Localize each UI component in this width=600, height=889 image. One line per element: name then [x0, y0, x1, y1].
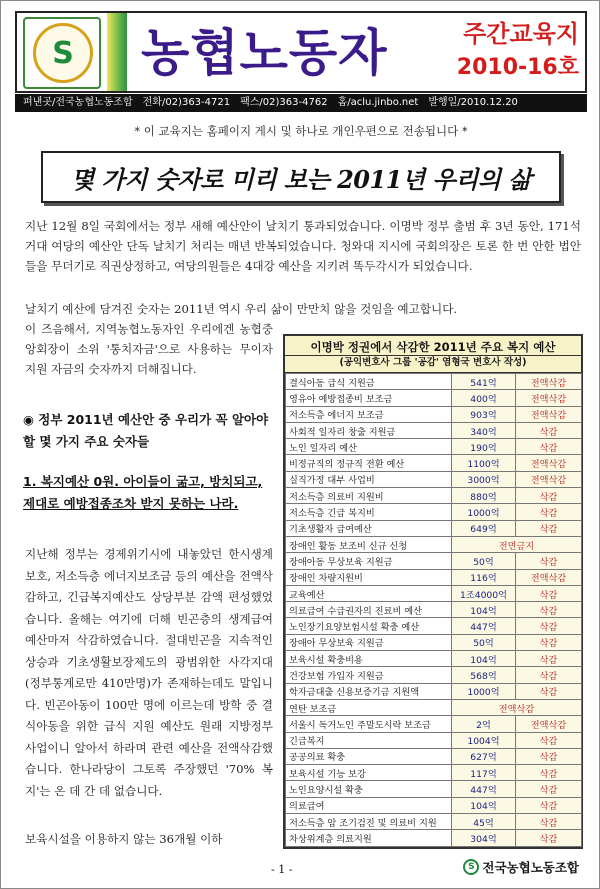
table-row — [286, 585, 582, 601]
row-amount: 1000억 — [452, 504, 516, 520]
row-amount: 541억 — [452, 374, 516, 390]
left-paragraph-1: 이 즈음해서, 지역농협노동자인 우리에겐 농협중앙회장이 소위 '통치자금'으로 사용하는 무이자 지원 자금의 숫자까지 더해집니다. — [25, 322, 273, 376]
row-item-name: 긴급복지 — [286, 732, 452, 748]
row-item-name: 노인요양시설 확충 — [286, 781, 452, 797]
row-action: 삭감 — [516, 422, 582, 438]
row-item-name: 기초생활자 급여예산 — [286, 520, 452, 536]
row-item-name: 노인장기요양보험시설 확충 예산 — [286, 618, 452, 634]
publish-date: 발행일/2010.12.20 — [428, 97, 518, 108]
row-item-name: 비정규직의 정규직 전환 예산 — [286, 455, 452, 471]
welfare-cuts-table — [283, 334, 583, 849]
row-item-name: 장애인 차량지원비 — [286, 569, 452, 585]
row-item-name: 저소득층 의료비 지원비 — [286, 488, 452, 504]
row-merged-action: 전면금지 — [452, 536, 582, 552]
table-row — [286, 504, 582, 520]
table-row — [286, 406, 582, 422]
publisher: 펴낸곳/전국농협노동조합 — [23, 97, 133, 108]
row-amount: 104억 — [452, 651, 516, 667]
row-item-name: 학자금대출 신용보증기금 지원액 — [286, 683, 452, 699]
row-item-name: 노인 일자리 예산 — [286, 439, 452, 455]
row-amount: 50억 — [452, 634, 516, 650]
row-item-name: 장애아동 무상보육 지원금 — [286, 553, 452, 569]
row-amount: 903억 — [452, 406, 516, 422]
table-row — [286, 536, 582, 552]
row-item-name: 저소득층 에너지 보조금 — [286, 406, 452, 422]
table-row — [286, 618, 582, 634]
table-row — [286, 374, 582, 390]
row-amount: 2억 — [452, 716, 516, 732]
table-row — [286, 634, 582, 650]
row-action: 삭감 — [516, 781, 582, 797]
footer-org-name: 전국농협노동조합 — [482, 860, 579, 875]
row-item-name: 장애아 무상보육 지원금 — [286, 634, 452, 650]
row-action: 삭감 — [516, 667, 582, 683]
row-action: 전액삭감 — [516, 569, 582, 585]
left-paragraph-2: 지난해 정부는 경제위기시에 내놓았던 한시생계보호, 저소득층 에너지보조금 등의 예산을 전액삭감하고, 긴급복지예산도 상당부분 감액 편성했었습니다. 올해는 여기에 더해 빈곤층의 생계급여 예산마저 삭감하였습니다. 절대빈곤을 지속적인 상승과 기초생활보장제도의 광범위한 사각지대(정부통계로만 410만명)가 존재하는데도 말입니다. 빈곤아동이 100만 명에 이르는데 방학 중 결식아동을 위한 급식 지원 예산도 원래 지방정부 사업이니 알아서 하라며 관련 예산을 전액삭감했습니다. 한나라당이 그토록 주장했던 '70% 복지'는 온 데 간 데 없습니다. — [25, 547, 273, 798]
row-action: 삭감 — [516, 814, 582, 830]
row-amount: 117억 — [452, 765, 516, 781]
row-item-name: 저소득층 긴급 복지비 — [286, 504, 452, 520]
publication-bar — [15, 94, 587, 112]
masthead — [15, 11, 587, 93]
table-row — [286, 569, 582, 585]
table-row — [286, 699, 582, 715]
row-amount: 880억 — [452, 488, 516, 504]
row-action: 삭감 — [516, 732, 582, 748]
row-amount: 1100억 — [452, 455, 516, 471]
row-action: 삭감 — [516, 585, 582, 601]
table-row — [286, 748, 582, 764]
row-amount: 447억 — [452, 618, 516, 634]
row-item-name: 결식아동 급식 지원금 — [286, 374, 452, 390]
sub-heading: 1. 복지예산 0원. 아이들이 굶고, 방치되고, 제대로 예방접종조차 받지 못하는 나라. — [23, 474, 263, 511]
row-item-name: 저소득층 암 조기검진 및 의료비 지원 — [286, 814, 452, 830]
headline: 몇 가지 숫자로 미리 보는 2011년 우리의 삶 — [70, 164, 532, 194]
row-item-name: 보육시설 기능 보강 — [286, 765, 452, 781]
union-logo-icon: S — [463, 859, 479, 875]
row-item-name: 의료급여 수급권자의 진료비 예산 — [286, 602, 452, 618]
table-row — [286, 667, 582, 683]
issue-info — [439, 17, 579, 87]
table-row — [286, 716, 582, 732]
row-amount: 447억 — [452, 781, 516, 797]
table-row — [286, 683, 582, 699]
distribution-notice: * 이 교육지는 홈페이지 게시 및 하나로 개인우편으로 전송됩니다 * — [134, 124, 468, 138]
row-amount: 190억 — [452, 439, 516, 455]
row-action: 전액삭감 — [516, 455, 582, 471]
row-action: 삭감 — [516, 520, 582, 536]
row-action: 삭감 — [516, 683, 582, 699]
intro-paragraph-2: 날치기 예산에 담겨진 숫자는 2011년 역시 우리 삶이 만만치 않을 것임을 예고합니다. — [25, 302, 458, 316]
row-amount: 304억 — [452, 830, 516, 846]
table-row — [286, 602, 582, 618]
union-logo — [23, 17, 101, 89]
headline-box — [41, 151, 561, 203]
phone: 전화/02)363-4721 — [142, 97, 231, 108]
intro-paragraph: 지난 12월 8일 국회에서는 정부 새해 예산안이 날치기 통과되었습니다. 이명박 정부 출범 후 3년 동안, 171석 거대 여당의 예산안 단독 날치기 처리는 매년 반복되었습니다. 청와대 지시에 국회의장은 토론 한 번 안한 법안들을 무더기로 직권상정하고, 여당의원들은 4대강 예산을 지키려 똑두각시가 되었습니다. — [25, 219, 581, 273]
row-item-name: 장애인 활동 보조비 신규 신청 — [286, 536, 452, 552]
row-item-name: 의료급여 — [286, 797, 452, 813]
row-action: 삭감 — [516, 748, 582, 764]
row-amount: 568억 — [452, 667, 516, 683]
row-item-name: 보육시설 확충비용 — [286, 651, 452, 667]
issue-number: 2010-16호 — [456, 55, 579, 80]
row-action: 삭감 — [516, 488, 582, 504]
row-amount: 3000억 — [452, 471, 516, 487]
row-amount: 340억 — [452, 422, 516, 438]
row-amount: 1000억 — [452, 683, 516, 699]
table-row — [286, 390, 582, 406]
row-amount: 1004억 — [452, 732, 516, 748]
row-amount: 50억 — [452, 553, 516, 569]
row-action: 전액삭감 — [516, 471, 582, 487]
logo-emblem-icon — [33, 23, 93, 83]
table-row — [286, 830, 582, 846]
row-item-name: 실직가정 대부 사업비 — [286, 471, 452, 487]
table-row — [286, 814, 582, 830]
table-row — [286, 439, 582, 455]
issue-type: 주간교육지 — [463, 20, 579, 48]
row-action: 삭감 — [516, 553, 582, 569]
row-action: 삭감 — [516, 830, 582, 846]
table-title: 이명박 정권에서 삭감한 2011년 주요 복지 예산 — [285, 336, 581, 356]
row-action: 전액삭감 — [516, 716, 582, 732]
decorative-band — [107, 13, 127, 91]
row-item-name: 교육예산 — [286, 585, 452, 601]
row-action: 삭감 — [516, 504, 582, 520]
homepage: 홈/aclu.jinbo.net — [337, 97, 419, 108]
table-row — [286, 651, 582, 667]
row-action: 전액삭감 — [516, 390, 582, 406]
row-item-name: 영유아 예방접종비 보조금 — [286, 390, 452, 406]
page-number: - 1 - — [271, 863, 293, 876]
row-item-name: 건강보험 가입자 지원금 — [286, 667, 452, 683]
table-row — [286, 422, 582, 438]
row-action: 전액삭감 — [516, 406, 582, 422]
table-row — [286, 765, 582, 781]
table-row — [286, 553, 582, 569]
table-row — [286, 781, 582, 797]
row-action: 삭감 — [516, 634, 582, 650]
row-amount: 104억 — [452, 797, 516, 813]
row-action: 삭감 — [516, 618, 582, 634]
newsletter-title: 농협노동자 — [141, 24, 388, 82]
table-row — [286, 732, 582, 748]
row-merged-action: 전액삭감 — [452, 699, 582, 715]
row-amount: 649억 — [452, 520, 516, 536]
row-action: 삭감 — [516, 602, 582, 618]
row-action: 삭감 — [516, 765, 582, 781]
left-paragraph-3: 보육시설을 이용하지 않는 36개월 이하 — [25, 832, 223, 846]
table-row — [286, 520, 582, 536]
table-row — [286, 797, 582, 813]
footer-org — [463, 858, 579, 876]
logo-glyph: S — [52, 35, 74, 71]
row-item-name: 차상위계층 의료지원 — [286, 830, 452, 846]
row-amount: 627억 — [452, 748, 516, 764]
row-action: 삭감 — [516, 651, 582, 667]
row-amount: 45억 — [452, 814, 516, 830]
row-amount: 116억 — [452, 569, 516, 585]
row-action: 전액삭감 — [516, 374, 582, 390]
row-amount: 400억 — [452, 390, 516, 406]
row-item-name: 서울시 독거노인 주말도시락 보조금 — [286, 716, 452, 732]
row-amount: 104억 — [452, 602, 516, 618]
row-action: 삭감 — [516, 439, 582, 455]
section-heading: ◉ 정부 2011년 예산안 중 우리가 꼭 알아야 할 몇 가지 주요 숫자들 — [23, 412, 269, 449]
row-item-name: 사회적 일자리 창출 지원금 — [286, 422, 452, 438]
row-action: 삭감 — [516, 797, 582, 813]
row-amount: 1조4000억 — [452, 585, 516, 601]
table-row — [286, 488, 582, 504]
table-row — [286, 471, 582, 487]
row-item-name: 연탄 보조금 — [286, 699, 452, 715]
row-item-name: 공공의료 확충 — [286, 748, 452, 764]
table-subtitle: (공익변호사 그룹 '공감' 염형국 변호사 작성) — [285, 356, 581, 373]
fax: 팩스/02)363-4762 — [240, 97, 328, 108]
table-body — [285, 373, 582, 847]
table-row — [286, 455, 582, 471]
